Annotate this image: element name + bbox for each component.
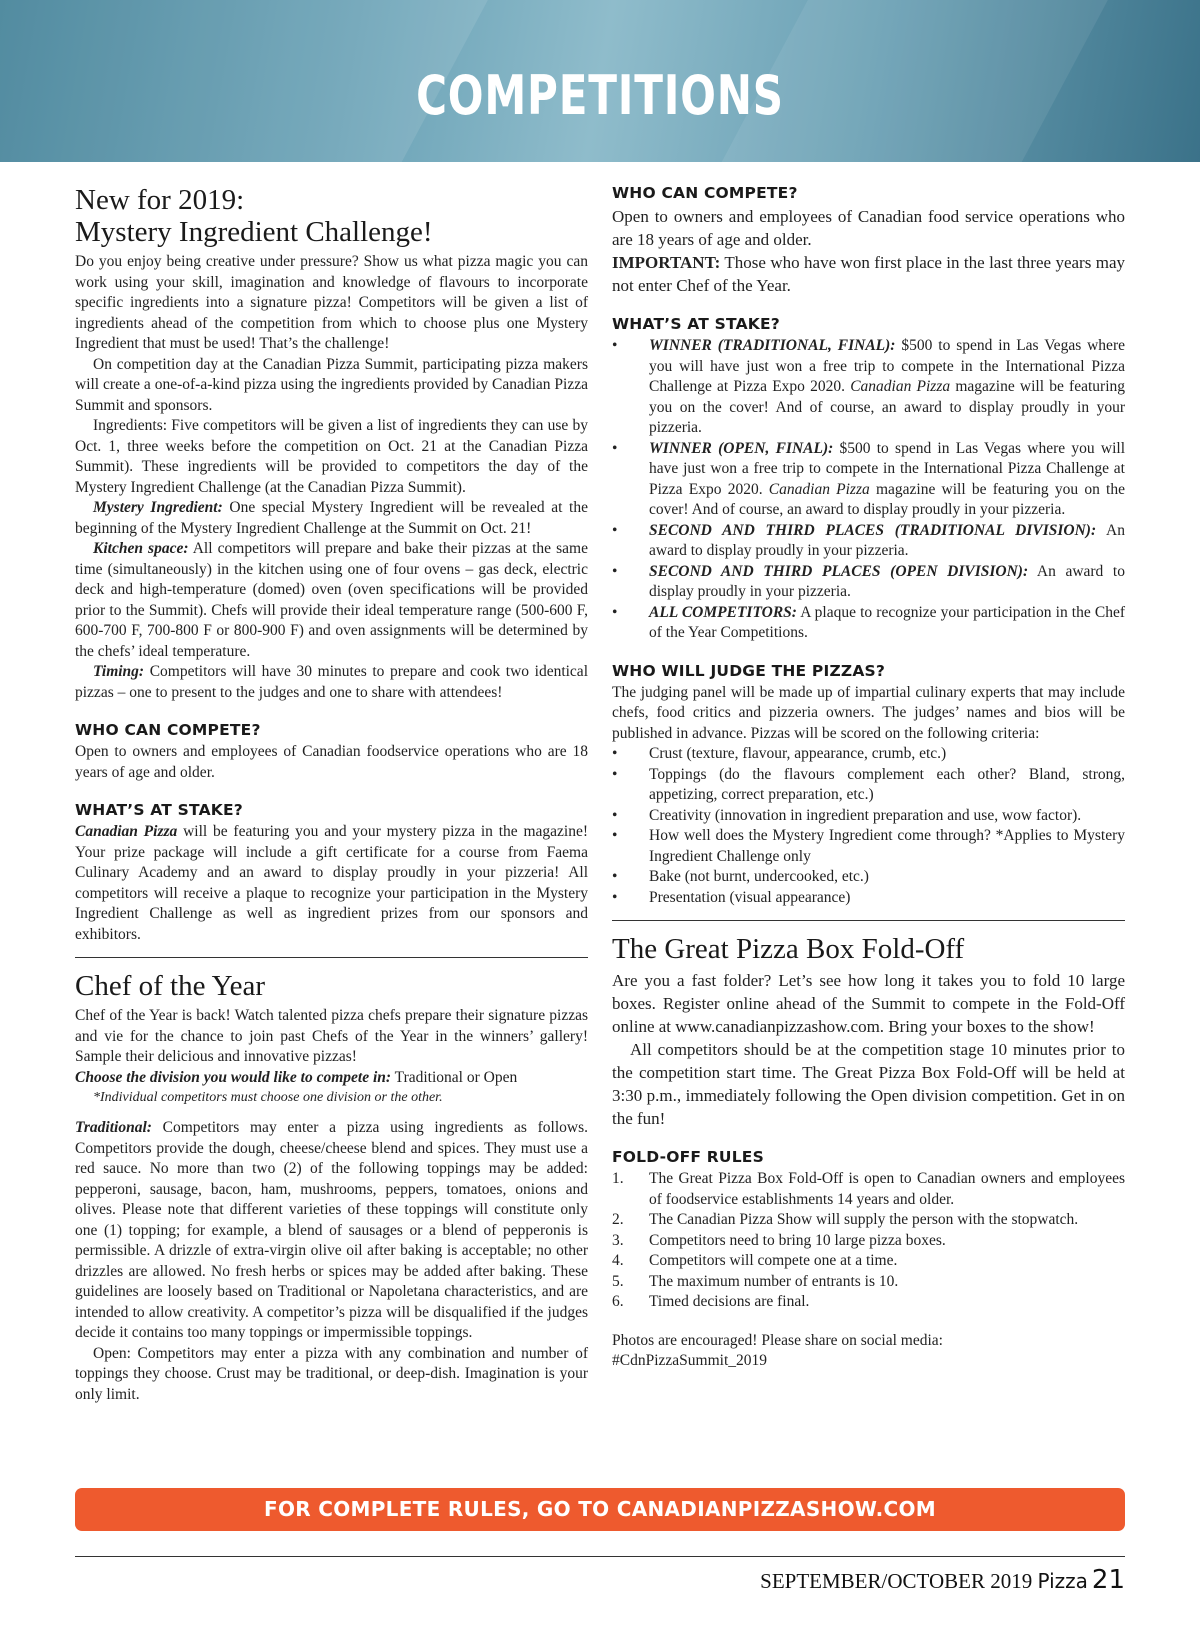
- eligibility-text: Open to owners and employees of Canadian foodservice operations who are 18 years of age and older.: [75, 743, 588, 781]
- mystery-heading: New for 2019: Mystery Ingredient Challenge!: [75, 184, 433, 248]
- judging-text: The judging panel will be made up of impartial culinary experts that may include chefs, food critics and pizzeria owners. The judges’ names and bios will be published in advance. Pizzas will be scored on the following criteria:: [612, 683, 1125, 742]
- list-item: • Creativity (innovation in ingredient preparation and use, wow factor).: [612, 806, 1082, 824]
- page-number: 21: [1091, 1565, 1125, 1595]
- division-note: *Individual competitors must choose one division or the other.: [93, 1090, 443, 1105]
- header-banner: [0, 0, 1200, 162]
- hashtag: #CdnPizzaSummit_2019: [612, 1352, 767, 1369]
- criteria-list: [612, 744, 1125, 908]
- list-item: • WINNER (OPEN, FINAL): $500 to spend in Las Vegas where you will have just won a free trip to compete in the International Pizza Challenge at Pizza Expo 2020. Canadian Pizza magazine will be featuring you on the cover! And of course, an award to display proudly in your pizzeria.: [612, 439, 1125, 518]
- section-heading: WHAT’S AT STAKE?: [612, 315, 780, 333]
- photos-note: Photos are encouraged! Please share on social media: #CdnPizzaSummit_2019: [612, 1331, 943, 1369]
- left-column: [75, 184, 588, 1405]
- division-line: Choose the division you would like to compete in: Traditional or Open: [75, 1068, 518, 1086]
- foldoff-intro: Are you a fast folder? Let’s see how long it takes you to fold 10 large boxes. Register online ahead of the Summit to compete in the Fold-Off online at www.canadianpizzashow.com. Bring your boxes to the show!: [612, 971, 1125, 1036]
- list-item: 4. Competitors will compete one at a time.: [612, 1252, 898, 1269]
- open-rules: Open: Competitors may enter a pizza with any combination and number of toppings they choose. Crust may be traditional, or deep-dish. Imagination is your only limit.: [75, 1344, 588, 1403]
- list-item: 5. The maximum number of entrants is 10.: [612, 1272, 899, 1290]
- eligibility-text: Open to owners and employees of Canadian food service operations who are 18 years of age and older.: [612, 207, 1125, 249]
- page-footer: SEPTEMBER/OCTOBER 2019 Pizza 21: [760, 1565, 1125, 1595]
- mystery-paragraph: Timing: Competitors will have 30 minutes to prepare and cook two identical pizzas – one to present to the judges and one to share with attendees!: [75, 663, 588, 701]
- mystery-paragraph: Kitchen space: All competitors will prepare and bake their pizzas at the same time (simultaneously) in the kitchen using one of four ovens – gas deck, electric deck and high-temperature (domed) oven (oven specifications will be provided prior to the Summit). Chefs will provide their ideal temperature range (500-600 F, 600-700 F, 700-800 F or 800-900 F) and oven assignments will be determined by the chefs’ ideal temperature.: [75, 540, 588, 660]
- mystery-paragraph: Mystery Ingredient: One special Mystery Ingredient will be revealed at the beginning of the Mystery Ingredient Challenge at the Summit on Oct. 21!: [75, 499, 588, 537]
- foldoff-paragraph: All competitors should be at the competition stage 10 minutes prior to the competition start time. The Great Pizza Box Fold-Off will be held at 3:30 p.m., immediately following the Open division competition. Get in on the fun!: [612, 1040, 1125, 1128]
- page-title: COMPETITIONS: [416, 64, 784, 127]
- list-item: 3. Competitors need to bring 10 large pizza boxes.: [612, 1231, 946, 1249]
- list-item: • SECOND AND THIRD PLACES (OPEN DIVISION): An award to display proudly in your pizzeria.: [612, 562, 1125, 600]
- list-item: 1. The Great Pizza Box Fold-Off is open to Canadian owners and employees of foodservice establishments 14 years and older.: [612, 1170, 1125, 1208]
- list-item: 2. The Canadian Pizza Show will supply the person with the stopwatch.: [612, 1211, 1079, 1228]
- list-item: • Presentation (visual appearance): [612, 888, 851, 906]
- chef-intro: Chef of the Year is back! Watch talented pizza chefs prepare their signature pizzas and vie for the chance to join past Chefs of the Year in the winners’ gallery! Sample their delicious and innovative pizzas!: [75, 1007, 588, 1065]
- section-heading: WHAT’S AT STAKE?: [75, 801, 243, 819]
- mystery-intro: Do you enjoy being creative under pressure? Show us what pizza magic you can work using your skill, imagination and knowledge of flavours to incorporate specific ingredients into a signature pizza! Competitors will be given a list of ingredients ahead of the competition from which to choose plus one Mystery Ingredient that must be used! That’s the challenge!: [75, 253, 588, 352]
- right-column: [612, 184, 1125, 1372]
- list-item: • ALL COMPETITORS: A plaque to recognize your participation in the Chef of the Year Competitions.: [612, 603, 1125, 641]
- section-heading: WHO CAN COMPETE?: [612, 184, 798, 202]
- section-heading: WHO WILL JUDGE THE PIZZAS?: [612, 661, 886, 680]
- footer-rule: [75, 1556, 1125, 1557]
- mystery-paragraph: On competition day at the Canadian Pizza Summit, participating pizza makers will create a one-of-a-kind pizza using the ingredients provided by Canadian Pizza Summit and sponsors.: [75, 355, 588, 414]
- prize-text: Canadian Pizza will be featuring you and your mystery pizza in the magazine! Your prize package will include a gift certificate for a course from Faema Culinary Academy and an award to display proudly in your pizzeria! All competitors will receive a plaque to recognize your participation in the Mystery Ingredient Challenge as well as ingredient prizes from our sponsors and exhibitors.: [75, 823, 588, 943]
- list-item: • How well does the Mystery Ingredient come through? *Applies to Mystery Ingredient Challenge only: [612, 827, 1125, 865]
- prize-list: [612, 336, 1125, 644]
- divider: [75, 957, 588, 958]
- section-heading: WHO CAN COMPETE?: [75, 721, 261, 739]
- mystery-paragraph: Ingredients: Five competitors will be given a list of ingredients they can use by Oct. 1, three weeks before the competition on Oct. 21 at the Canadian Pizza Summit). These ingredients will be provided to competitors the day of the Mystery Ingredient Challenge (at the Canadian Pizza Summit).: [75, 417, 588, 496]
- divider: [612, 920, 1125, 921]
- chef-heading: Chef of the Year: [75, 970, 266, 1002]
- list-item: • SECOND AND THIRD PLACES (TRADITIONAL DIVISION): An award to display proudly in your pizzeria.: [612, 521, 1125, 559]
- list-item: • WINNER (TRADITIONAL, FINAL): $500 to spend in Las Vegas where you will have just won a free trip to compete in the International Pizza Challenge at Pizza Expo 2020. Canadian Pizza magazine will be featuring you on the cover! And of course, an award to display proudly in your pizzeria.: [612, 337, 1125, 436]
- section-heading: FOLD-OFF RULES: [612, 1148, 764, 1166]
- list-item: • Bake (not burnt, undercooked, etc.): [612, 868, 869, 885]
- rules-list: [612, 1169, 1125, 1313]
- important-note: IMPORTANT: Those who have won first place in the last three years may not enter Chef of the Year.: [612, 253, 1125, 295]
- list-item: 6. Timed decisions are final.: [612, 1293, 810, 1310]
- list-item: • Toppings (do the flavours complement each other? Bland, strong, appetizing, correct preparation, etc.): [612, 765, 1125, 803]
- list-item: • Crust (texture, flavour, appearance, crumb, etc.): [612, 745, 947, 762]
- foldoff-heading: The Great Pizza Box Fold-Off: [612, 933, 965, 965]
- traditional-rules: Traditional: Competitors may enter a pizza using ingredients as follows. Competitors provide the dough, cheese/cheese blend and spices. They must use a red sauce. No more than two (2) of the following toppings may be added: pepperoni, sausage, bacon, ham, mushrooms, peppers, tomatoes, onions and olives. Please note that different varieties of these toppings will constitute only one (1) topping; for example, a blend of sausages or a blend of pepperonis is permissible. A drizzle of extra-virgin olive oil after baking is acceptable; no other drizzles are allowed. No fresh herbs or spices may be added after baking. These guidelines are loosely based on Traditional or Napoletana characteristics, and are intended to allow creativity. A competitor’s pizza will be disqualified if the judges decide it contains too many toppings or impermissible toppings.: [75, 1119, 588, 1341]
- complete-rules-banner: FOR COMPLETE RULES, GO TO CANADIANPIZZASHOW.COM: [75, 1488, 1125, 1531]
